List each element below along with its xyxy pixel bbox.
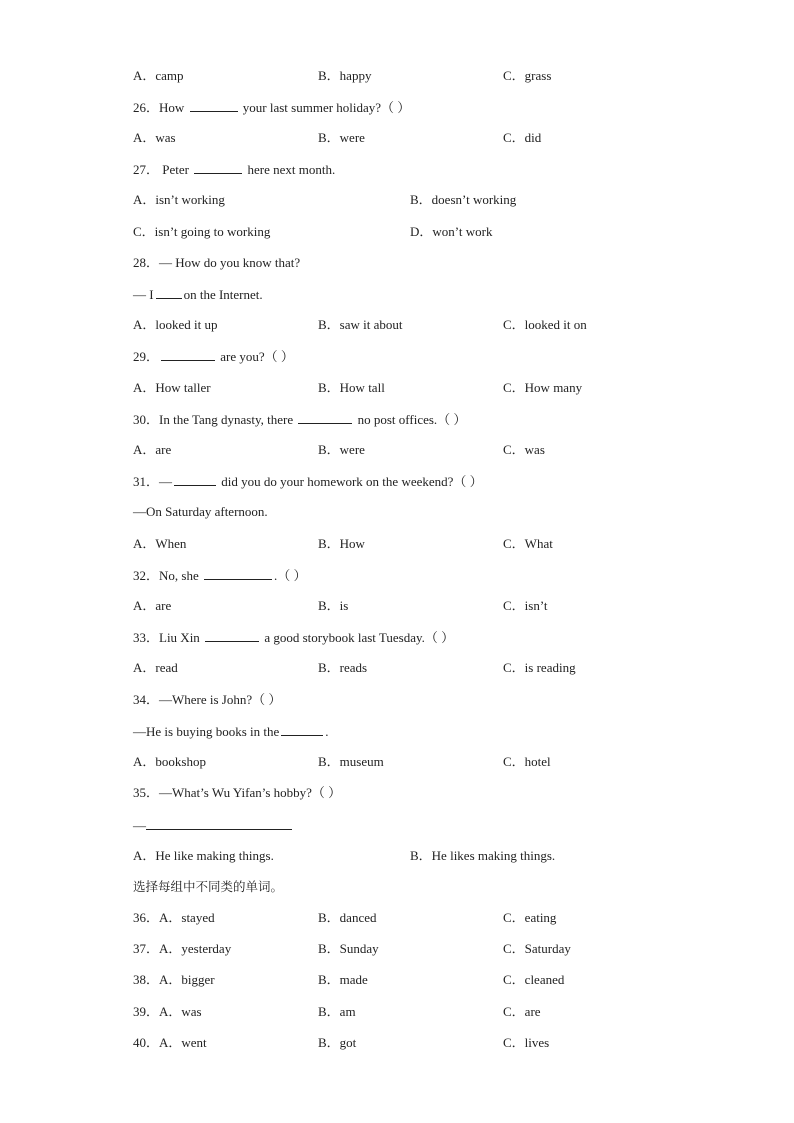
q32-blank[interactable]: [204, 566, 272, 580]
q35-option-b[interactable]: [410, 847, 555, 865]
q39-option-b-text: B．am: [318, 1004, 356, 1019]
q25-option-c[interactable]: [503, 67, 551, 85]
q35-number: 35．—What’s Wu Yifan’s hobby?（ ）: [133, 785, 342, 800]
q39-option-b[interactable]: [318, 1003, 356, 1021]
q29-option-c-text: C．How many: [503, 380, 583, 395]
q30-option-b[interactable]: [318, 441, 365, 459]
q35-stem: [133, 784, 341, 802]
q26-option-b-text: B．were: [318, 130, 365, 145]
q40-option-b-text: B．got: [318, 1035, 357, 1050]
q34-stem: [133, 691, 281, 709]
q31-stem: [133, 472, 483, 490]
q39-option-a-text: 39．A．was: [133, 1004, 202, 1019]
q37-option-c-text: C．Saturday: [503, 941, 571, 956]
q25-option-a-text: A．camp: [133, 68, 184, 83]
q30-blank[interactable]: [298, 410, 352, 424]
q33-number: 33．Liu Xin: [133, 630, 200, 645]
q30-option-c[interactable]: [503, 441, 545, 459]
q32-option-b-text: B．is: [318, 598, 349, 613]
q38-option-c-text: C．cleaned: [503, 972, 565, 987]
q31-answer: —On Saturday afternoon.: [133, 504, 268, 519]
q25-option-c-text: C．grass: [503, 68, 552, 83]
q28-answer-line: [133, 285, 263, 303]
q35-option-a[interactable]: [133, 847, 274, 865]
q28-blank[interactable]: [156, 285, 182, 299]
q29-option-c[interactable]: [503, 379, 582, 397]
q33-text: a good storybook last Tuesday.（ ）: [264, 630, 455, 645]
q31-text: did you do your homework on the weekend?（ ）: [221, 474, 483, 489]
q27-option-d[interactable]: [410, 223, 492, 241]
q31-option-b[interactable]: [318, 535, 365, 553]
q36-option-a-text: 36．A．stayed: [133, 910, 215, 925]
q27-stem: [133, 160, 335, 178]
q28-option-c-text: C．looked it on: [503, 317, 587, 332]
q35-answer-dash: —: [133, 818, 146, 833]
q31-answer-line: [133, 503, 268, 521]
q36-option-b-text: B．danced: [318, 910, 377, 925]
q34-option-b-text: B．museum: [318, 754, 384, 769]
q38-option-a[interactable]: [133, 971, 215, 989]
q40-option-c-text: C．lives: [503, 1035, 550, 1050]
q34-answer-end: .: [325, 724, 329, 739]
q27-option-c[interactable]: [133, 223, 270, 241]
q31-option-b-text: B．How: [318, 536, 365, 551]
q27-option-a-text: A．isn’t working: [133, 192, 225, 207]
q30-option-b-text: B．were: [318, 442, 365, 457]
q32-stem: [133, 566, 306, 584]
q28-option-b-text: B．saw it about: [318, 317, 403, 332]
q28-option-a-text: A．looked it up: [133, 317, 218, 332]
q28-answer-start: — I: [133, 287, 154, 302]
q26-blank[interactable]: [190, 98, 238, 112]
q26-text: your last summer holiday?（ ）: [242, 100, 411, 115]
q32-option-a-text: A．are: [133, 598, 172, 613]
q30-stem: [133, 410, 466, 428]
q29-option-b-text: B．How tall: [318, 380, 385, 395]
q30-option-a-text: A．are: [133, 442, 172, 457]
q27-text: here next month.: [247, 162, 336, 177]
q33-option-a[interactable]: [133, 659, 178, 677]
q29-number: 29．: [133, 349, 160, 364]
q27-blank[interactable]: [194, 160, 242, 174]
q26-stem: [133, 98, 410, 116]
q28-option-b[interactable]: [318, 316, 403, 334]
q39-option-a[interactable]: [133, 1003, 202, 1021]
q27-number: 27． Peter: [133, 162, 189, 177]
q26-option-c[interactable]: [503, 129, 541, 147]
q38-option-a-text: 38．A．bigger: [133, 972, 215, 987]
q32-text: .（ ）: [273, 568, 307, 583]
q40-option-c[interactable]: [503, 1034, 549, 1052]
q30-text: no post offices.（ ）: [357, 412, 467, 427]
q34-option-c[interactable]: [503, 753, 551, 771]
q30-option-a[interactable]: [133, 441, 171, 459]
q29-text: are you?（ ）: [220, 349, 294, 364]
q27-option-b[interactable]: [410, 191, 516, 209]
q29-blank[interactable]: [161, 347, 215, 361]
q35-option-b-text: B．He likes making things.: [410, 848, 556, 863]
q30-option-c-text: C．was: [503, 442, 545, 457]
q37-option-a[interactable]: [133, 940, 231, 958]
q35-answer-line: [133, 816, 294, 834]
q34-answer-start: —He is buying books in the: [133, 724, 280, 739]
q33-option-c-text: C．is reading: [503, 660, 576, 675]
q38-option-c[interactable]: [503, 971, 564, 989]
q29-option-b[interactable]: [318, 379, 385, 397]
q26-option-a-text: A．was: [133, 130, 176, 145]
q33-option-b-text: B．reads: [318, 660, 368, 675]
q26-option-a[interactable]: [133, 129, 176, 147]
q32-option-a[interactable]: [133, 597, 171, 615]
q28-stem: [133, 254, 300, 272]
q31-option-a[interactable]: [133, 535, 186, 553]
q35-option-a-text: A．He like making things.: [133, 848, 274, 863]
q38-option-b[interactable]: [318, 971, 368, 989]
q36-option-a[interactable]: [133, 909, 215, 927]
q34-option-a[interactable]: [133, 753, 206, 771]
q28-number: 28．— How do you know that?: [133, 255, 301, 270]
q31-number: 31．—: [133, 474, 173, 489]
q33-option-b[interactable]: [318, 659, 367, 677]
q40-option-a[interactable]: [133, 1034, 207, 1052]
q37-option-b-text: B．Sunday: [318, 941, 379, 956]
q31-option-c[interactable]: [503, 535, 553, 553]
q39-option-c-text: C．are: [503, 1004, 541, 1019]
q32-option-b[interactable]: [318, 597, 348, 615]
q34-number: 34．—Where is John?（ ）: [133, 692, 282, 707]
q34-answer-line: [133, 722, 329, 740]
q37-option-b[interactable]: [318, 940, 379, 958]
q27-option-b-text: B．doesn’t working: [410, 192, 517, 207]
q33-blank[interactable]: [205, 628, 259, 642]
q26-number: 26．How: [133, 100, 185, 115]
q31-option-c-text: C．What: [503, 536, 553, 551]
q29-option-a-text: A．How taller: [133, 380, 211, 395]
q25-option-b-text: B．happy: [318, 68, 372, 83]
q27-option-a[interactable]: [133, 191, 225, 209]
q32-option-c[interactable]: [503, 597, 548, 615]
q34-option-a-text: A．bookshop: [133, 754, 206, 769]
q31-blank[interactable]: [174, 472, 216, 486]
q29-stem: [133, 347, 294, 365]
q35-blank[interactable]: [146, 816, 292, 830]
q33-stem: [133, 628, 454, 646]
q34-option-b[interactable]: [318, 753, 384, 771]
q37-option-a-text: 37．A．yesterday: [133, 941, 232, 956]
q40-option-b[interactable]: [318, 1034, 356, 1052]
q40-option-a-text: 40．A．went: [133, 1035, 207, 1050]
q34-option-c-text: C．hotel: [503, 754, 551, 769]
q34-blank[interactable]: [281, 722, 323, 736]
q36-option-c-text: C．eating: [503, 910, 557, 925]
q33-option-c[interactable]: [503, 659, 576, 677]
q28-answer-rest: on the Internet.: [183, 287, 263, 302]
section-title-text: 选择每组中不同类的单词。: [133, 879, 284, 894]
q31-option-a-text: A．When: [133, 536, 187, 551]
q29-option-a[interactable]: [133, 379, 211, 397]
q37-option-c[interactable]: [503, 940, 571, 958]
section-title: [133, 878, 283, 896]
q26-option-b[interactable]: [318, 129, 365, 147]
q27-option-c-text: C．isn’t going to working: [133, 224, 271, 239]
q32-number: 32．No, she: [133, 568, 199, 583]
q28-option-a[interactable]: [133, 316, 218, 334]
q27-option-d-text: D．won’t work: [410, 224, 493, 239]
q38-option-b-text: B．made: [318, 972, 368, 987]
q26-option-c-text: C．did: [503, 130, 542, 145]
q25-option-a[interactable]: [133, 67, 184, 85]
q36-option-c[interactable]: [503, 909, 556, 927]
q39-option-c[interactable]: [503, 1003, 541, 1021]
q30-text-start: 30．In the Tang dynasty, there: [133, 412, 294, 427]
q25-option-b[interactable]: [318, 67, 371, 85]
q32-option-c-text: C．isn’t: [503, 598, 548, 613]
q28-option-c[interactable]: [503, 316, 587, 334]
q33-option-a-text: A．read: [133, 660, 178, 675]
q36-option-b[interactable]: [318, 909, 376, 927]
